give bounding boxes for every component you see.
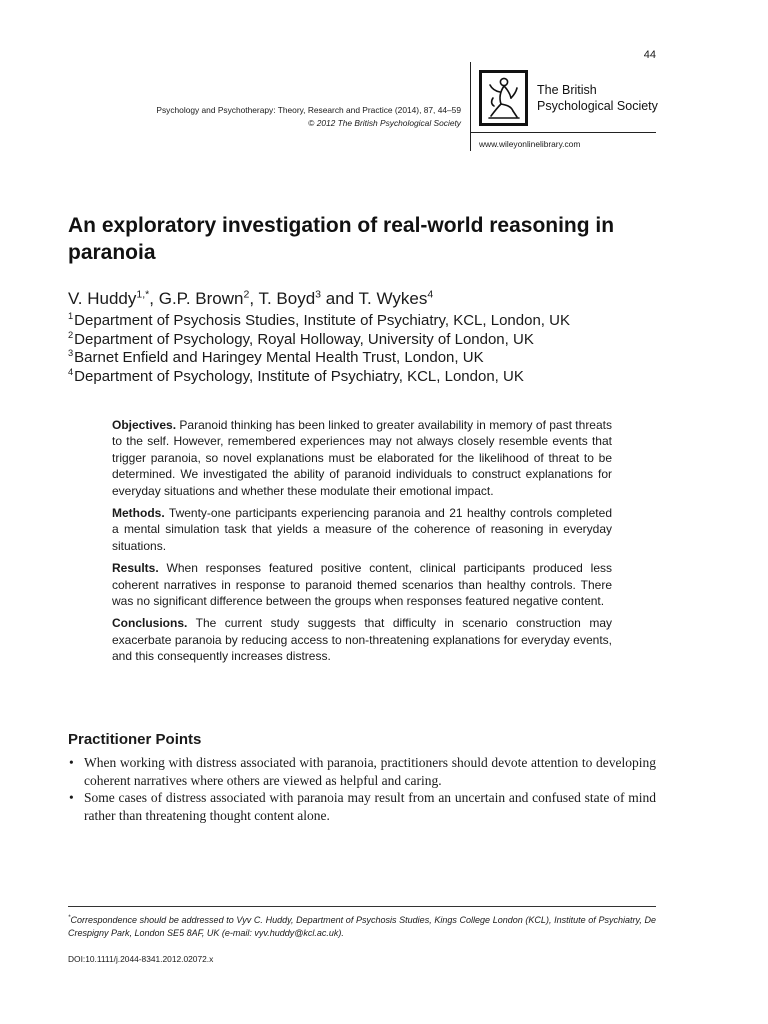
abstract-section-label: Conclusions.: [112, 616, 188, 631]
practitioner-point-text: Some cases of distress associated with paranoia may result from an uncertain and confused state of mind rather than threatening thought content alone.: [84, 790, 656, 823]
footnote-text: Correspondence should be addressed to Vyv C. Huddy, Department of Psychosis Studies, Kings College London (KCL), Institute of Psychiatry, De Crespigny Park, London SE5 8AF, UK (e-mail: vyv.huddy@kcl.ac.uk).: [68, 915, 656, 938]
author-name: T. Wykes: [358, 289, 428, 308]
society-emblem-icon: [479, 70, 528, 126]
abstract-section: [112, 615, 612, 664]
author-separator: and: [321, 289, 359, 308]
abstract-section-label: Objectives.: [112, 418, 177, 432]
abstract-section-label: Methods.: [112, 506, 165, 521]
article-title: An exploratory investigation of real-world reasoning in paranoia: [68, 214, 615, 264]
affiliation-text: Department of Psychology, Institute of Psychiatry, KCL, London, UK: [74, 367, 524, 385]
society-name-line2: Psychological Society: [537, 99, 658, 113]
author-affiliation-mark: 2: [243, 288, 250, 301]
abstract-section-text: Paranoid thinking has been linked to greater availability in memory of past threats to the self. However, remembered experiences may not always closely resemble events that trigger paranoia, so novel explanations must be elaborated for the likelihood of threat to be determined. We investigated the ability of paranoid individuals to construct explanations for everyday situations and whether these modulate their emotional impact.: [112, 418, 612, 498]
copyright-line: [156, 117, 461, 130]
header-horizontal-rule: [470, 132, 656, 133]
affiliation-number: 3: [68, 348, 74, 358]
affiliation-number: 1: [68, 311, 74, 321]
header-vertical-rule: [470, 62, 471, 151]
affiliation-item: [68, 312, 570, 331]
affiliation-number: 4: [68, 366, 74, 377]
abstract-section-text: The current study suggests that difficulty in scenario construction may exacerbate paranoia by reducing access to non-threatening explanations for everyday events, and this consequently increases distress.: [112, 616, 612, 664]
practitioner-point: [68, 789, 656, 824]
footnote-mark: *: [68, 914, 71, 921]
author-affiliation-mark: 4: [427, 288, 434, 301]
society-name-line1: The British: [537, 83, 597, 97]
affiliation-text: Department of Psychology, Royal Holloway, University of London, UK: [74, 330, 534, 348]
practitioner-point: [68, 754, 656, 789]
page-number: 44: [643, 49, 656, 61]
affiliation-text: Barnet Enfield and Haringey Mental Health Trust, London, UK: [74, 349, 484, 366]
abstract: [112, 417, 612, 671]
author-separator: ,: [249, 289, 259, 308]
practitioner-point-text: When working with distress associated with paranoia, practitioners should devote attention to developing coherent narratives where others are viewed as helpful and caring.: [84, 755, 656, 788]
author-name: T. Boyd: [258, 289, 316, 308]
affiliation-number: 2: [68, 329, 74, 340]
author-list: [68, 289, 433, 309]
society-name: [537, 82, 658, 114]
abstract-section: [112, 417, 612, 499]
footnote-rule: [68, 906, 656, 907]
author-affiliation-mark: 3: [315, 288, 322, 301]
abstract-section-label: Results.: [112, 561, 159, 576]
abstract-section: [112, 560, 612, 609]
affiliation-item: [68, 331, 570, 350]
abstract-section-text: When responses featured positive content, clinical participants produced less coherent narratives in response to paranoid themed scenarios than healthy controls. There was no significant difference between the groups when responses featured negative content.: [112, 561, 612, 609]
affiliation-text: Department of Psychosis Studies, Institute of Psychiatry, KCL, London, UK: [74, 312, 570, 329]
bullet-icon: •: [69, 790, 74, 806]
affiliation-item: [68, 368, 570, 387]
author-name: G.P. Brown: [158, 289, 244, 308]
copyright-text: 2012 The British Psychological Society: [316, 118, 461, 128]
author-separator: ,: [149, 289, 159, 308]
practitioner-points-list: [68, 754, 656, 824]
practitioner-points-heading: Practitioner Points: [68, 731, 202, 748]
author-affiliation-mark: 1,*: [136, 288, 150, 301]
journal-citation: Psychology and Psychotherapy: Theory, Research and Practice (2014), 87, 44–59: [156, 105, 461, 115]
abstract-section: [112, 505, 612, 554]
copyright-symbol: ©: [308, 118, 315, 128]
affiliation-list: [68, 312, 570, 386]
doi[interactable]: DOI:10.1111/j.2044-8341.2012.02072.x: [68, 954, 214, 964]
author-name: V. Huddy: [68, 289, 137, 308]
abstract-section-text: Twenty-one participants experiencing paranoia and 21 healthy controls completed a mental simulation task that yields a measure of the coherence of reasoning in everyday situations.: [112, 506, 612, 553]
website-url[interactable]: www.wileyonlinelibrary.com: [479, 139, 581, 149]
journal-header: [156, 104, 461, 130]
correspondence-footnote: [68, 911, 656, 940]
bullet-icon: •: [69, 755, 74, 770]
affiliation-item: [68, 349, 570, 368]
